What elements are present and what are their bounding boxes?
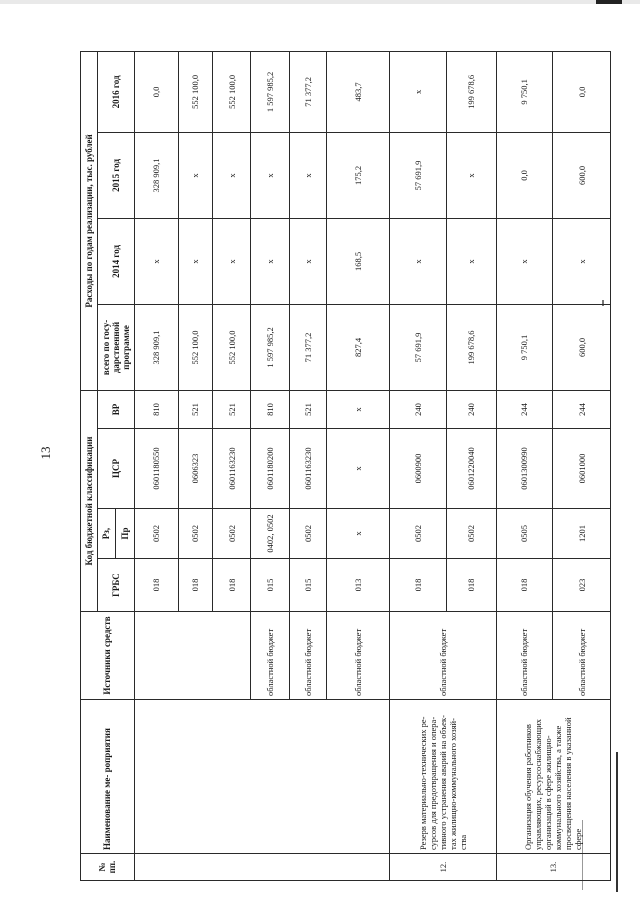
cell-csr: 0601163230: [289, 429, 326, 509]
row-source: областной бюджет: [496, 612, 553, 700]
scan-top-edge: [0, 0, 640, 4]
cell-csr: 0601220040: [447, 429, 496, 509]
cell-2016: 483,7: [326, 51, 389, 132]
cell-rzpr: 0502: [389, 509, 447, 559]
cell-2015: 0,0: [496, 132, 553, 218]
row-source: областной бюджет: [389, 612, 496, 700]
header-total: всего по госу- дарственной программе: [97, 304, 134, 390]
cell-vr: 521: [178, 390, 213, 428]
row-source: областной бюджет: [326, 612, 389, 700]
cell-total: 600,0: [553, 304, 611, 390]
cell-rzpr: x: [326, 509, 389, 559]
header-name: Наименование ме- роприятия: [81, 700, 135, 854]
cell-csr: 0606323: [178, 429, 213, 509]
cell-2016: 552 100,0: [213, 51, 251, 132]
header-grbs: ГРБС: [97, 559, 134, 612]
cell-2015: 175,2: [326, 132, 389, 218]
header-row-1: [81, 51, 98, 880]
cell-total: 199 678,6: [447, 304, 496, 390]
header-budget-code: Код бюджетной классификации: [81, 390, 98, 611]
cell-total: 552 100,0: [213, 304, 251, 390]
cell-grbs: 013: [326, 559, 389, 612]
cell-2016: x: [389, 51, 447, 132]
cell-rzpr: 1201: [553, 509, 611, 559]
cell-total: 552 100,0: [178, 304, 213, 390]
cell-2014: x: [134, 218, 178, 304]
cell-grbs: 018: [213, 559, 251, 612]
cell-grbs: 018: [447, 559, 496, 612]
cell-vr: 244: [496, 390, 553, 428]
cell-csr: 0601180550: [134, 429, 178, 509]
cell-rzpr: 0502: [178, 509, 213, 559]
cell-2016: 199 678,6: [447, 51, 496, 132]
header-rz: Рз,: [97, 509, 115, 559]
cell-2014: x: [250, 218, 289, 304]
cell-2015: x: [447, 132, 496, 218]
cell-rzpr: 0505: [496, 509, 553, 559]
cell-vr: 521: [289, 390, 326, 428]
header-2014: 2014 год: [97, 218, 134, 304]
cell-2014: x: [289, 218, 326, 304]
cell-rzpr: 0502: [447, 509, 496, 559]
table-row: [134, 51, 178, 880]
cell-2015: x: [213, 132, 251, 218]
row-num: 12.: [389, 854, 496, 881]
row-num: [134, 854, 389, 881]
cell-2015: 57 691,9: [389, 132, 447, 218]
cell-csr: 0601300990: [496, 429, 553, 509]
cell-2016: 1 597 985,2: [250, 51, 289, 132]
row-name: Резерв материально-технических ре- сурсов для предотвращения и опера- тивного устранения аварий на объек- тах жилищно-коммунального хозяй- ства: [389, 700, 496, 854]
row-name: Организация обучения работников управляющих, ресурсоснабжающих организаций в сфере жилищно- коммунального хозяйства, а также просвещения населения в указанной сфере: [496, 700, 610, 854]
cell-2015: x: [250, 132, 289, 218]
cell-vr: x: [326, 390, 389, 428]
cell-2016: 71 377,2: [289, 51, 326, 132]
header-2016: 2016 год: [97, 51, 134, 132]
scan-edge-mark: [596, 0, 622, 4]
cell-vr: 810: [134, 390, 178, 428]
header-2015: 2015 год: [97, 132, 134, 218]
cell-2014: x: [178, 218, 213, 304]
budget-table: [80, 51, 611, 881]
cell-total: 71 377,2: [289, 304, 326, 390]
cell-2014: x: [496, 218, 553, 304]
row-source: областной бюджет: [289, 612, 326, 700]
cell-2016: 552 100,0: [178, 51, 213, 132]
cell-2016: 9 750,1: [496, 51, 553, 132]
cell-total: 328 909,1: [134, 304, 178, 390]
header-vr: ВР: [97, 390, 134, 428]
cell-total: 1 597 985,2: [250, 304, 289, 390]
rotated-table-frame: [80, 52, 611, 881]
header-num: № пп.: [81, 854, 135, 881]
cell-csr: 0601180200: [250, 429, 289, 509]
cell-vr: 244: [553, 390, 611, 428]
row-source: [134, 612, 250, 700]
cell-grbs: 018: [389, 559, 447, 612]
cell-grbs: 015: [250, 559, 289, 612]
row-source: областной бюджет: [250, 612, 289, 700]
cell-2015: x: [289, 132, 326, 218]
cell-vr: 240: [389, 390, 447, 428]
cell-2015: 600,0: [553, 132, 611, 218]
cell-total: 827,4: [326, 304, 389, 390]
cell-2014: x: [553, 218, 611, 304]
cell-csr: 0600900: [389, 429, 447, 509]
table-row: [389, 51, 447, 880]
row-num: 13.: [496, 854, 610, 881]
cell-2015: 328 909,1: [134, 132, 178, 218]
cell-vr: 810: [250, 390, 289, 428]
header-expenses: Расходы по годам реализации, тыс. рублей: [81, 51, 98, 390]
cell-2014: x: [447, 218, 496, 304]
cell-grbs: 018: [134, 559, 178, 612]
page-number: 13: [38, 446, 53, 460]
cell-total: 57 691,9: [389, 304, 447, 390]
cell-2016: 0,0: [553, 51, 611, 132]
row-name: [134, 700, 389, 854]
cell-vr: 521: [213, 390, 251, 428]
cell-vr: 240: [447, 390, 496, 428]
cell-grbs: 015: [289, 559, 326, 612]
cell-grbs: 018: [496, 559, 553, 612]
cell-rzpr: 0502: [289, 509, 326, 559]
cell-grbs: 023: [553, 559, 611, 612]
header-sources: Источники средств: [81, 612, 135, 700]
header-csr: ЦСР: [97, 429, 134, 509]
cell-rzpr: 0402, 0502: [250, 509, 289, 559]
row-source: областной бюджет: [553, 612, 611, 700]
cell-2014: 168,5: [326, 218, 389, 304]
cell-grbs: 018: [178, 559, 213, 612]
cell-csr: x: [326, 429, 389, 509]
cell-2014: x: [213, 218, 251, 304]
cell-2016: 0,0: [134, 51, 178, 132]
cell-2015: x: [178, 132, 213, 218]
cell-rzpr: 0502: [134, 509, 178, 559]
cell-csr: 0601163230: [213, 429, 251, 509]
scan-edge-line: [616, 752, 618, 892]
cell-total: 9 750,1: [496, 304, 553, 390]
cell-csr: 0601000: [553, 429, 611, 509]
header-pr: Пр: [116, 509, 134, 559]
cell-rzpr: 0502: [213, 509, 251, 559]
cell-2014: x: [389, 218, 447, 304]
table-row: [496, 51, 553, 880]
